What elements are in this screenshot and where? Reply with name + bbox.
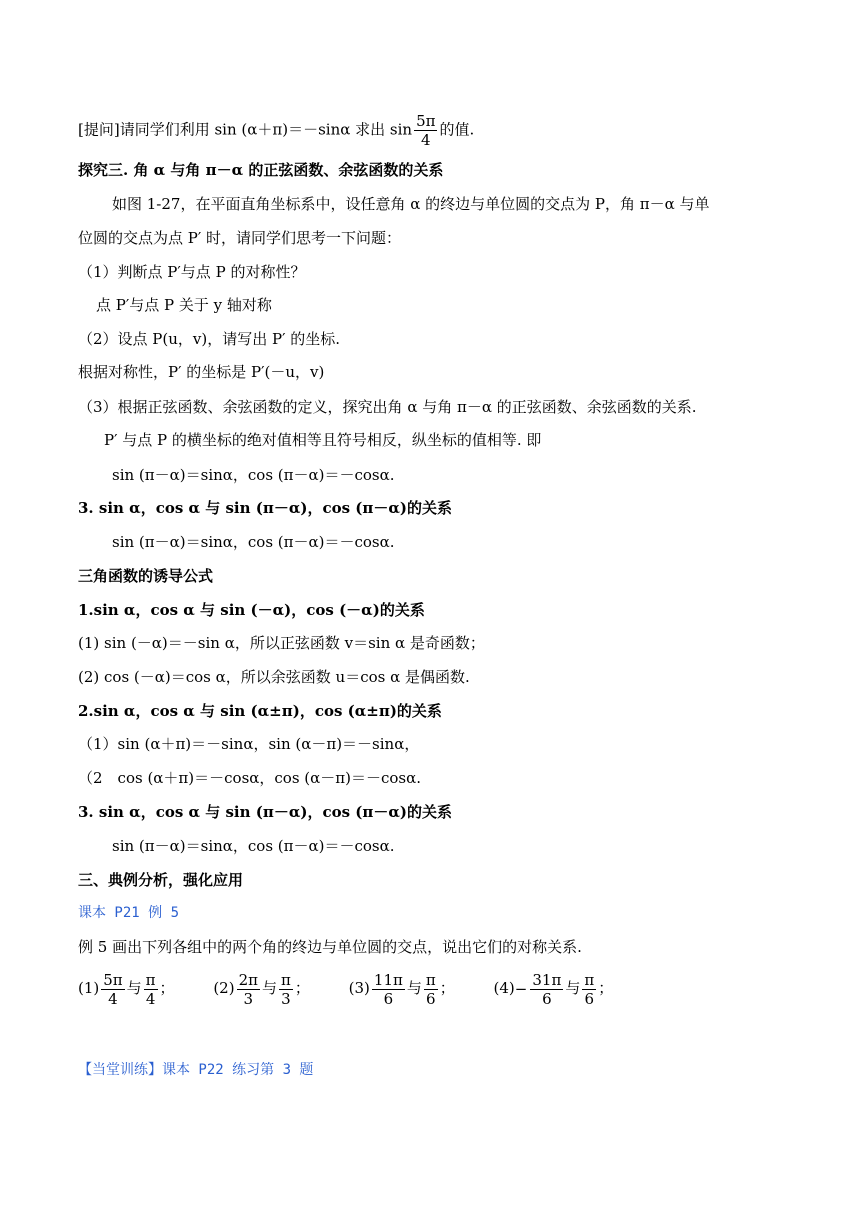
induction-3-line1: sin (π－α)＝sinα，cos (π－α)＝－cosα.: [112, 837, 395, 855]
question-3: （3）根据正弦函数、余弦函数的定义，探究出角 α 与角 π－α 的正弦函数、余弦函数的关系.: [78, 398, 697, 416]
relation3-heading: 3. sin α，cos α 与 sin (π－α)，cos (π－α)的关系: [78, 499, 452, 517]
fraction-denominator: 6: [542, 989, 552, 1008]
induction-title: 三角函数的诱导公式: [78, 567, 214, 585]
fraction-denominator: 3: [281, 989, 291, 1008]
example-item-1: [78, 970, 175, 1008]
negative-sign: −: [514, 980, 528, 998]
textbook-reference: 课本 P21 例 5: [78, 905, 180, 921]
fraction-numerator: 5π: [103, 970, 123, 989]
item-connector: 与: [406, 979, 422, 997]
fraction: [144, 971, 158, 1008]
item-label: (4): [493, 979, 515, 997]
fraction-numerator: 31π: [532, 970, 562, 989]
fraction-numerator: π: [145, 970, 156, 989]
induction-2-line1: （1）sin (α＋π)＝－sinα，sin (α－π)＝－sinα，: [78, 735, 420, 753]
item-label: (3): [348, 979, 370, 997]
item-connector: 与: [126, 979, 142, 997]
fraction-numerator: 5π: [416, 112, 436, 130]
induction-1-line1: (1) sin (－α)＝－sin α，所以正弦函数 v＝sin α 是奇函数；: [78, 634, 485, 652]
relation3-formula: sin (π－α)＝sinα，cos (π－α)＝－cosα.: [112, 533, 395, 551]
example-item-3: [349, 970, 455, 1008]
item-connector: 与: [565, 979, 581, 997]
fraction: [530, 971, 563, 1008]
fraction-denominator: 3: [243, 989, 254, 1008]
example-5-items: [78, 970, 647, 1008]
induction-heading-2: 2.sin α，cos α 与 sin (α±π)，cos (α±π)的关系: [78, 702, 442, 720]
section3-para1-line1: 如图 1-27，在平面直角坐标系中，设任意角 α 的终边与单位圆的交点为 P，角 π－α 与单: [112, 195, 710, 213]
formula-line: sin (π－α)＝sinα，cos (π－α)＝－cosα.: [112, 466, 395, 484]
question-line: [78, 112, 474, 149]
fraction-numerator: π: [425, 970, 436, 989]
classroom-practice: 【当堂训练】课本 P22 练习第 3 题: [78, 1062, 314, 1078]
induction-1-line2: (2) cos (－α)＝cos α，所以余弦函数 u＝cos α 是偶函数.: [78, 668, 470, 686]
item-end: ；: [598, 979, 614, 997]
question-2: （2）设点 P(u，v)，请写出 P′ 的坐标.: [78, 330, 341, 348]
fraction: [279, 971, 293, 1008]
fraction: [101, 971, 124, 1008]
answer-1: 点 P′与点 P 关于 y 轴对称: [96, 296, 272, 314]
question-suffix: 的值.: [439, 120, 475, 139]
item-end: ；: [439, 979, 455, 997]
section3-para1-line2: 位圆的交点为点 P′ 时，请同学们思考一下问题：: [78, 229, 402, 247]
item-end: ；: [294, 979, 310, 997]
item-label: (2): [213, 979, 235, 997]
item-label: (1): [78, 979, 100, 997]
fraction-denominator: 4: [145, 989, 156, 1008]
fraction-numerator: 11π: [373, 970, 403, 989]
fraction-denominator: 4: [108, 989, 118, 1008]
item-end: ；: [159, 979, 175, 997]
fraction-denominator: 4: [421, 131, 431, 149]
fraction: [237, 971, 260, 1008]
induction-heading-1: 1.sin α，cos α 与 sin (－α)，cos (－α)的关系: [78, 601, 425, 619]
answer-2: 根据对称性，P′ 的坐标是 P′(－u，v): [78, 363, 325, 381]
fraction: [424, 971, 438, 1008]
examples-heading: 三、典例分析，强化应用: [78, 871, 244, 889]
induction-heading-3: 3. sin α，cos α 与 sin (π－α)，cos (π－α)的关系: [78, 803, 452, 821]
example-item-4: [494, 970, 614, 1008]
question-prefix: [提问]请同学们利用 sin (α＋π)＝－sinα 求出 sin: [78, 120, 413, 139]
answer-3: P′ 与点 P 的横坐标的绝对值相等且符号相反，纵坐标的值相等. 即: [104, 431, 542, 449]
section3-heading: 探究三. 角 α 与角 π－α 的正弦函数、余弦函数的关系: [78, 161, 444, 179]
fraction-denominator: 6: [383, 989, 394, 1008]
fraction-denominator: 6: [584, 989, 595, 1008]
fraction-denominator: 6: [426, 989, 436, 1008]
fraction: [582, 971, 596, 1008]
example-item-2: [213, 970, 310, 1008]
question-1: （1）判断点 P′与点 P 的对称性？: [78, 263, 306, 281]
fraction-numerator: π: [584, 970, 595, 989]
fraction: [372, 971, 405, 1008]
induction-2-line2: （2 cos (α＋π)＝－cosα，cos (α－π)＝－cosα.: [78, 769, 422, 787]
fraction-5pi-over-4: [414, 112, 437, 149]
fraction-numerator: 2π: [238, 970, 258, 989]
example-5-text: 例 5 画出下列各组中的两个角的终边与单位圆的交点，说出它们的对称关系.: [78, 938, 582, 956]
fraction-numerator: π: [281, 970, 291, 989]
item-connector: 与: [261, 979, 277, 997]
